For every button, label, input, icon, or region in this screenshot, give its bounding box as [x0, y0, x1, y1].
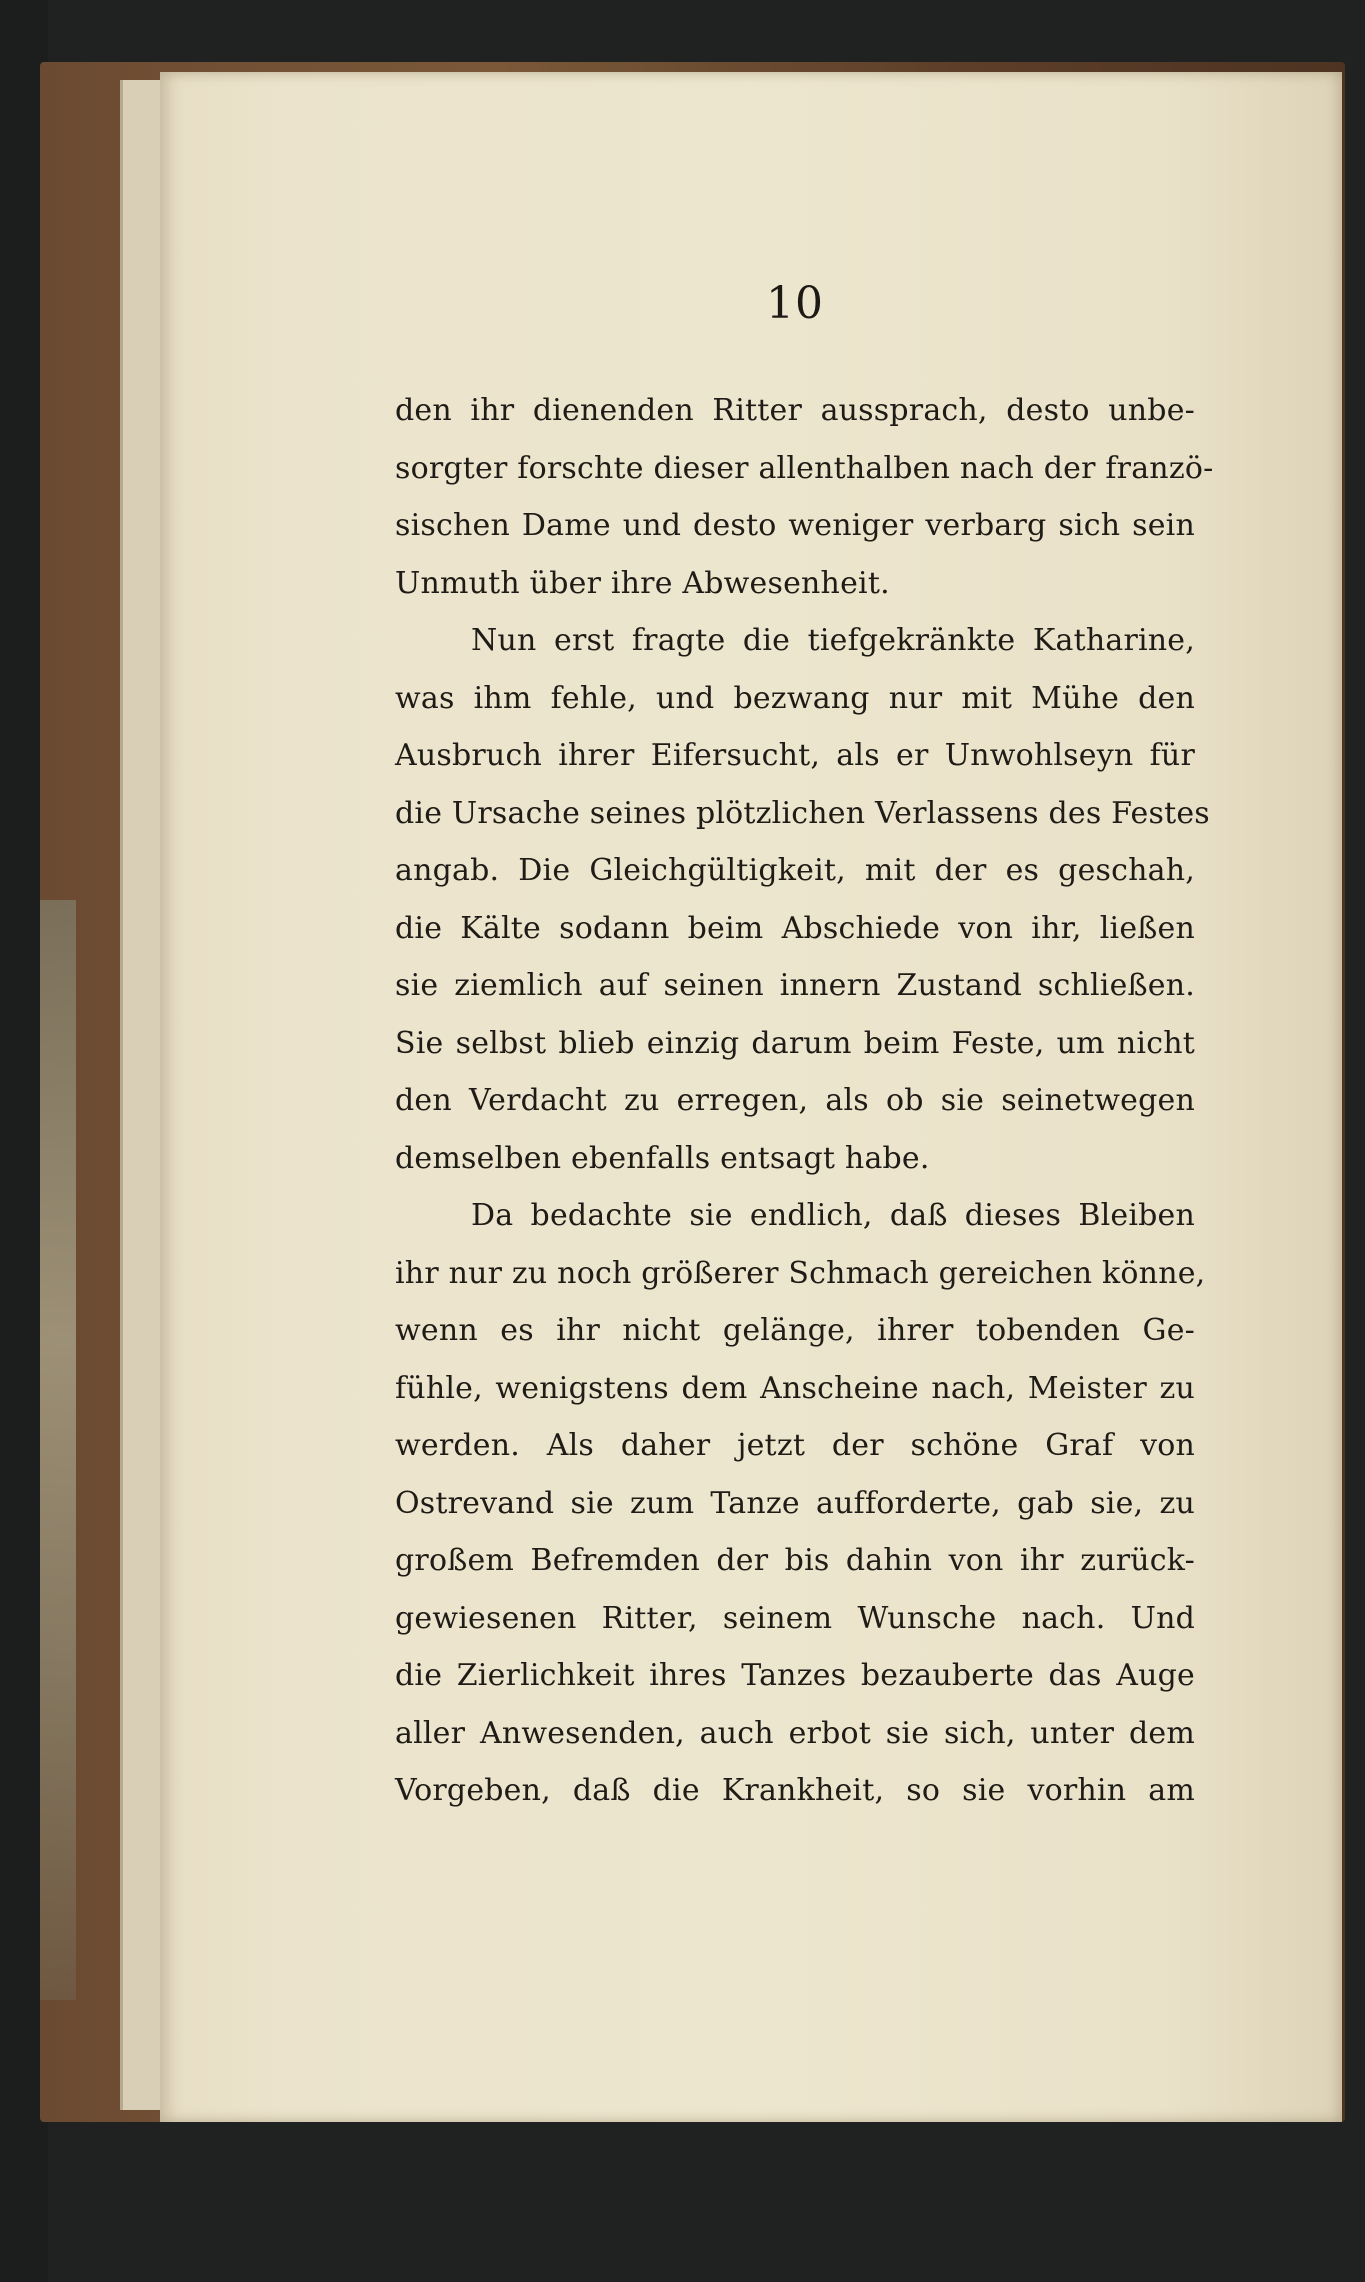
- text-line: sie ziemlich auf seinen innern Zustand schließen.: [395, 968, 1195, 1003]
- text-line: was ihm fehle, und bezwang nur mit Mühe den: [395, 680, 1195, 716]
- text-line: demselben ebenfalls entsagt habe.: [395, 1140, 930, 1176]
- page-number: 10: [766, 278, 824, 329]
- text-line: angab. Die Gleichgültigkeit, mit der es geschah,: [395, 853, 1195, 888]
- text-line: wenn es ihr nicht gelänge, ihrer tobenden Ge-: [395, 1313, 1195, 1348]
- text-line: fühle, wenigstens dem Anscheine nach, Meister zu: [395, 1370, 1195, 1406]
- text-line: gewiesenen Ritter, seinem Wunsche nach. Und: [395, 1600, 1195, 1636]
- text-line: die Kälte sodann beim Abschiede von ihr, ließen: [395, 910, 1195, 946]
- text-line: Nun erst fragte die tiefgekränkte Katharine,: [471, 623, 1195, 658]
- text-line: Ostrevand sie zum Tanze aufforderte, gab sie, zu: [395, 1485, 1195, 1521]
- text-line: Vorgeben, daß die Krankheit, so sie vorhin am: [395, 1773, 1195, 1808]
- cover-worn-spine: [40, 900, 76, 2000]
- text-line: Unmuth über ihre Abwesenheit.: [395, 565, 890, 601]
- text-line: den Verdacht zu erregen, als ob sie seinetwegen: [395, 1083, 1195, 1118]
- text-line: die Ursache seines plötzlichen Verlassens des Festes: [395, 795, 1210, 831]
- body-text: [395, 382, 1214, 1820]
- text-line: werden. Als daher jetzt der schöne Graf von: [395, 1428, 1195, 1463]
- text-line: sorgter forschte dieser allenthalben nach der franzö-: [395, 450, 1214, 486]
- text-line: ihr nur zu noch größerer Schmach gereichen könne,: [395, 1255, 1206, 1291]
- text-line: sischen Dame und desto weniger verbarg sich sein: [395, 508, 1195, 543]
- text-line: Ausbruch ihrer Eifersucht, als er Unwohlseyn für: [395, 738, 1195, 773]
- text-line: großem Befremden der bis dahin von ihr zurück-: [395, 1543, 1195, 1578]
- text-line: den ihr dienenden Ritter aussprach, desto unbe-: [395, 393, 1195, 428]
- text-line: Da bedachte sie endlich, daß dieses Bleiben: [471, 1198, 1195, 1233]
- text-line: die Zierlichkeit ihres Tanzes bezauberte das Auge: [395, 1658, 1195, 1693]
- text-line: Sie selbst blieb einzig darum beim Feste, um nicht: [395, 1025, 1195, 1061]
- text-line: aller Anwesenden, auch erbot sie sich, unter dem: [395, 1715, 1195, 1751]
